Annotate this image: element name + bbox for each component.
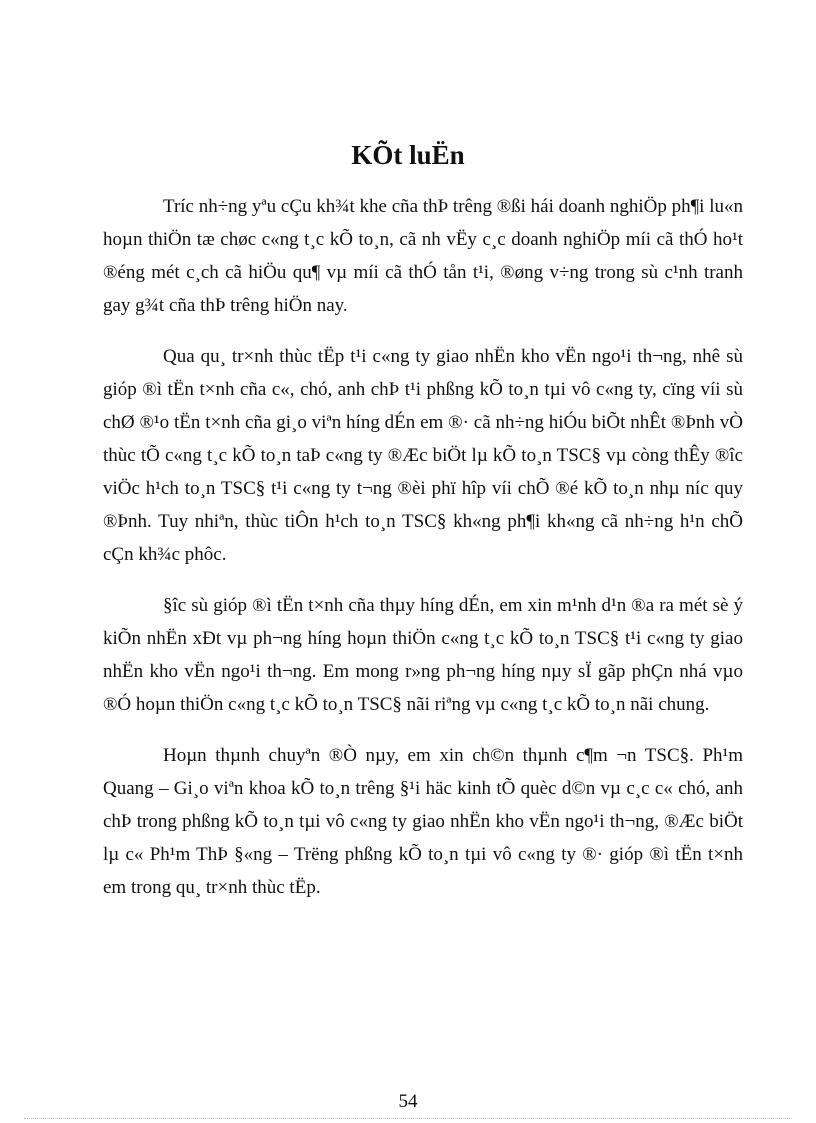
page-number: 54 [398, 1091, 418, 1112]
paragraph: Hoµn thµnh chuyªn ®Ò nµy, em xin ch©n thµnh c¶m ¬n TSC§. Ph¹m Quang – Gi¸o viªn khoa kÕ to¸n trêng §¹i häc kinh tÕ quèc d©n vµ c¸c c« chó, anh chÞ trong phßng kÕ to¸n tµi vô c«ng ty giao nhËn kho vËn ngo¹i th¬ng, ®Æc biÖt lµ c« Ph¹m ThÞ §«ng – Trëng phßng kÕ to¸n tµi vô c«ng ty ®· gióp ®ì tËn t×nh em trong qu¸ tr×nh thùc tËp. [103, 745, 743, 898]
paragraph: §îc sù gióp ®ì tËn t×nh cña thµy híng dÉn, em xin m¹nh d¹n ®a ra mét sè ý kiÕn nhËn xÐt vµ ph¬ng híng hoµn thiÖn c«ng t¸c kÕ to¸n TSC§ t¹i c«ng ty giao nhËn kho vËn ngo¹i th¬ng. Em mong r»ng ph¬ng híng nµy sÏ gãp phÇn nhá vµo ®Ó hoµn thiÖn c«ng t¸c kÕ to¸n TSC§ nãi riªng vµ c«ng t¸c kÕ to¸n nãi chung. [103, 595, 743, 715]
paragraph: Tríc nh÷ng yªu cÇu kh¾t khe cña thÞ trêng ®ßi hái doanh nghiÖp ph¶i lu«n hoµn thiÖn tæ chøc c«ng t¸c kÕ to¸n, cã nh vËy c¸c doanh nghiÖp míi cã thÓ ho¹t ®éng mét c¸ch cã hiÖu qu¶ vµ míi cã thÓ tån t¹i, ®øng v÷ng trong sù c¹nh tranh gay g¾t cña thÞ trêng hiÖn nay. [103, 196, 743, 316]
page-footer-divider [24, 1118, 792, 1119]
document-body [103, 190, 743, 922]
paragraph: Qua qu¸ tr×nh thùc tËp t¹i c«ng ty giao nhËn kho vËn ngo¹i th¬ng, nhê sù gióp ®ì tËn t×nh cña c«, chó, anh chÞ t¹i phßng kÕ to¸n tµi vô c«ng ty, cïng víi sù chØ ®¹o tËn t×nh cña gi¸o viªn híng dÉn em ®· cã nh÷ng hiÓu biÕt nhÊt ®Þnh vÒ thùc tÕ c«ng t¸c kÕ to¸n taÞ c«ng ty ®Æc biÖt lµ kÕ to¸n TSC§ vµ còng thÊy ®îc viÖc h¹ch to¸n TSC§ t¹i c«ng ty t¬ng ®èi phï hîp víi chÕ ®é kÕ to¸n nhµ níc quy ®Þnh. Tuy nhiªn, thùc tiÔn h¹ch to¸n TSC§ kh«ng ph¶i kh«ng cã nh÷ng h¹n chÕ cÇn kh¾c phôc. [103, 346, 743, 565]
page-title: KÕt luËn [351, 140, 465, 170]
